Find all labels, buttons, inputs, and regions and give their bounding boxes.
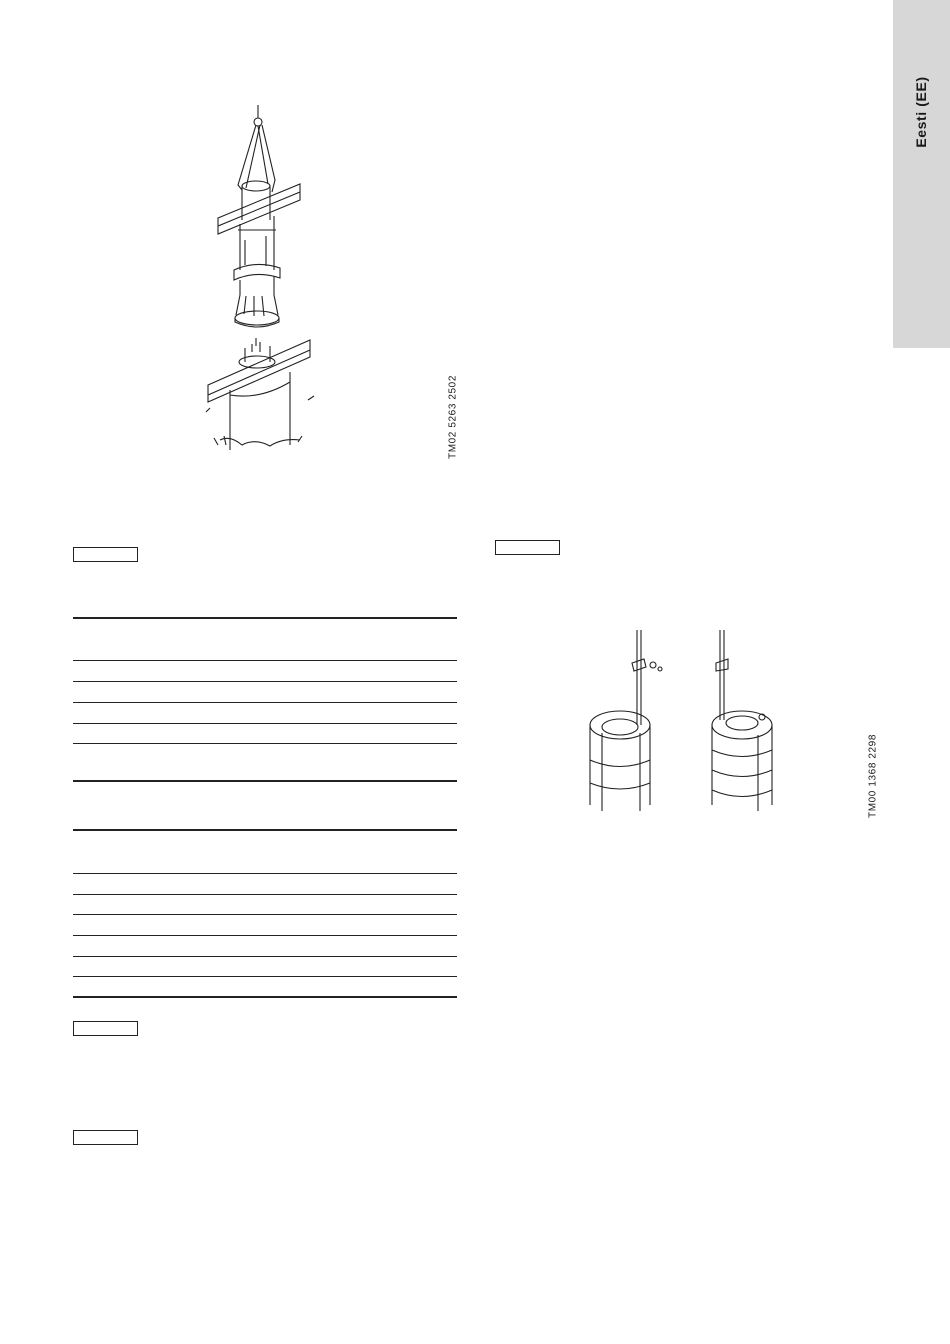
figure-pump-lifting	[190, 100, 330, 460]
upper-clamp	[218, 184, 300, 234]
table-2-top-rule	[73, 829, 457, 831]
lifting-hook	[254, 105, 262, 126]
lifting-sling-left	[238, 125, 260, 190]
table-2-bottom-rule	[73, 996, 457, 998]
note-box-1	[73, 547, 138, 562]
motor-coupling	[245, 338, 270, 362]
table-row	[73, 935, 457, 936]
language-tab-label: Eesti (EE)	[913, 76, 929, 148]
lifting-sling-right	[258, 125, 275, 192]
figure-1-code: TM02 5263 2502	[447, 374, 459, 460]
cable-left	[637, 630, 641, 725]
table-row	[73, 894, 457, 895]
pump-suction-base	[236, 295, 278, 315]
cable-right	[720, 630, 724, 720]
language-tab-label-wrap	[893, 0, 950, 348]
table-row	[73, 976, 457, 977]
table-row	[73, 681, 457, 682]
table-row	[73, 873, 457, 874]
table-1-bottom-rule	[73, 780, 457, 782]
note-box-3	[73, 1021, 138, 1036]
language-tab[interactable]	[893, 0, 950, 348]
table-row	[73, 702, 457, 703]
motor-body	[230, 372, 290, 450]
table-row	[73, 914, 457, 915]
table-row	[73, 660, 457, 661]
table-1-top-rule	[73, 617, 457, 619]
ground	[206, 396, 314, 446]
cable-guard-clamp-right	[716, 659, 728, 671]
figure-2-code: TM00 1368 2298	[867, 733, 879, 819]
table-row	[73, 956, 457, 957]
pump-left-body	[590, 725, 650, 811]
pump-right-body	[712, 725, 772, 811]
note-box-4	[73, 1130, 138, 1145]
pump-body	[238, 216, 276, 270]
table-row	[73, 743, 457, 744]
table-row	[73, 723, 457, 724]
figure-cable-guard	[580, 625, 780, 815]
note-box-2	[495, 540, 560, 555]
lower-clamp	[208, 340, 310, 402]
pump-right-top	[712, 711, 772, 739]
